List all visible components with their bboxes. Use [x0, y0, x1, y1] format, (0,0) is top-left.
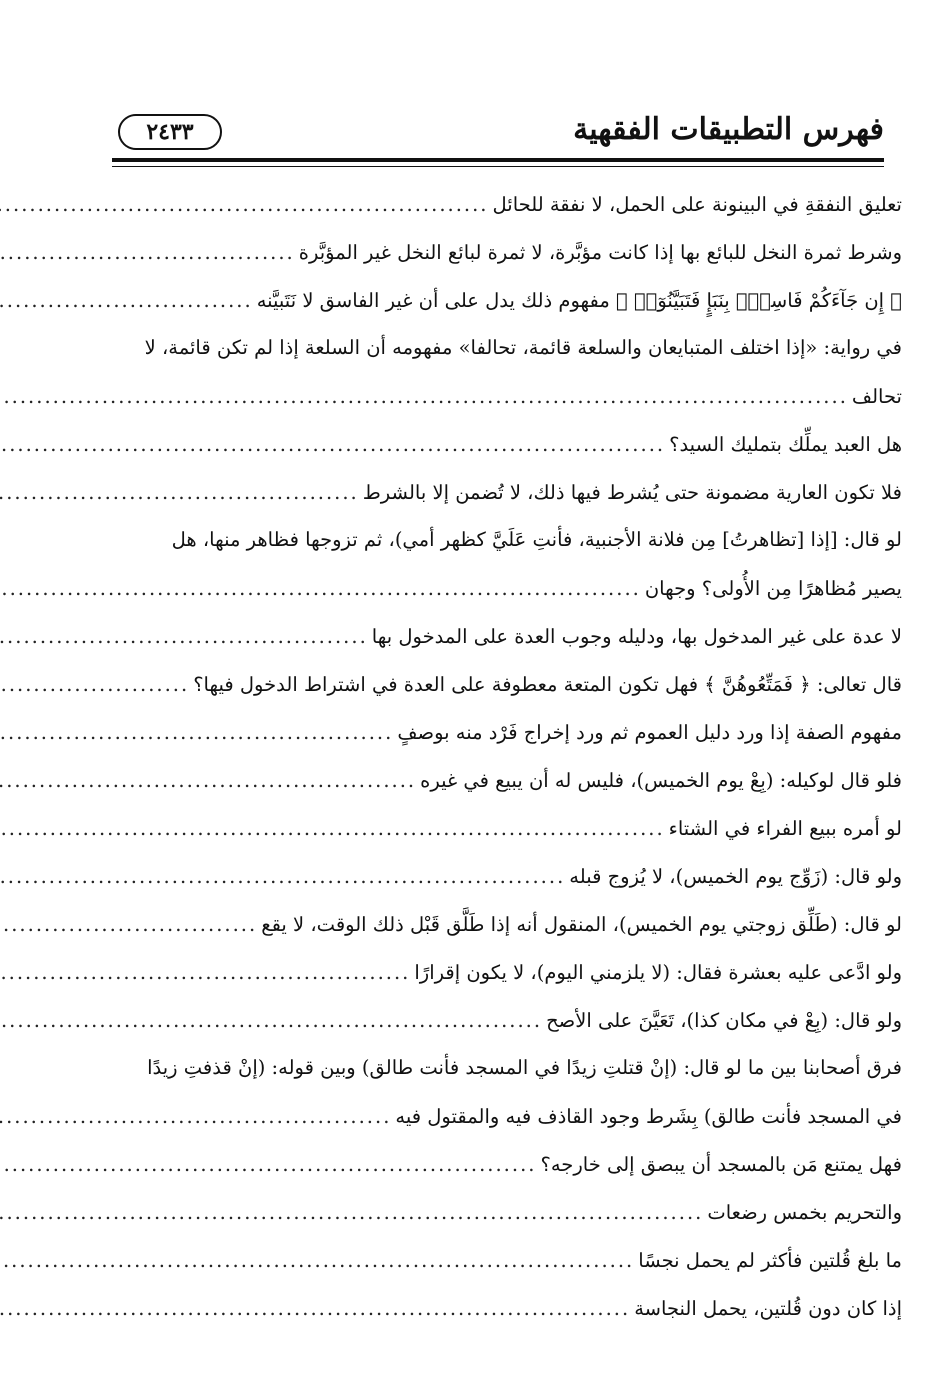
- index-entry: [126, 324, 902, 420]
- entry-row: [126, 228, 902, 276]
- dot-leader: [0, 277, 257, 325]
- index-entry: [126, 420, 902, 468]
- entry-row: [126, 420, 902, 468]
- entry-text: ولو قال: (بِعْ في مكان كذا)، تَعَيَّنَ على الأصح: [546, 1009, 902, 1032]
- entry-row: [126, 612, 902, 660]
- entry-row: [126, 564, 902, 612]
- dot-leader: [0, 757, 420, 805]
- dot-leader: [0, 709, 397, 757]
- entry-row: [126, 708, 902, 756]
- entry-text: هل العبد يملِّك بتمليك السيد؟: [669, 433, 902, 456]
- entry-row: [126, 1188, 902, 1236]
- entry-text: لو قال: (طَلِّق زوجتي يوم الخميس)، المنقول أنه إذا طَلَّق قَبْل ذلك الوقت، لا يقع: [261, 913, 902, 936]
- page-header: [112, 104, 884, 156]
- entry-text: لو قال: [إذا [تظاهرتُ] مِن فلانة الأجنبية، فأنتِ عَلَيَّ كظهر أمي)، ثم تزوجها فظاهر منها، هل: [171, 528, 902, 551]
- dot-leader: [0, 901, 261, 949]
- index-entry: [126, 468, 902, 516]
- entry-text-continuation: تحالف: [851, 385, 902, 408]
- index-entries: [126, 180, 902, 1332]
- page-number-badge: ٢٤٣٣: [118, 114, 222, 150]
- index-entry: [126, 276, 902, 324]
- index-entry: [126, 900, 902, 948]
- dot-leader: [0, 613, 372, 661]
- entry-text: في رواية: «إذا اختلف المتبايعان والسلعة قائمة، تحالفا» مفهومه أن السلعة إذا لم تكن قائمة، لا: [144, 336, 902, 359]
- page-title: فهرس التطبيقات الفقهية: [573, 112, 884, 147]
- entry-row: [126, 1092, 902, 1140]
- entry-text: ولو قال: (زَوِّج يوم الخميس)، لا يُزوج قبله: [569, 865, 902, 888]
- index-entry: [126, 228, 902, 276]
- index-entry: [126, 1284, 902, 1332]
- index-entry: [126, 852, 902, 900]
- entry-text: مفهوم الصفة إذا ورد دليل العموم ثم ورد إخراج فَرْد منه بوصفٍ: [397, 721, 902, 744]
- entry-text: فلو قال لوكيله: (بِعْ يوم الخميس)، فليس له أن يبيع في غيره: [420, 769, 902, 792]
- entry-text: لو أمره ببيع الفراء في الشتاء: [668, 817, 902, 840]
- entry-text: تعليق النفقةِ في البينونة على الحمل، لا نفقة للحائل: [492, 193, 902, 216]
- dot-leader: [0, 997, 546, 1045]
- dot-leader: [0, 1093, 395, 1141]
- entry-text: ما بلغ قُلتين فأكثر لم يحمل نجسًا: [638, 1249, 902, 1272]
- index-entry: [126, 660, 902, 708]
- entry-row: [126, 756, 902, 804]
- dot-leader: [0, 469, 363, 517]
- entry-text: ولو ادَّعى عليه بعشرة فقال: (لا يلزمني اليوم)، لا يكون إقرارًا: [414, 961, 902, 984]
- index-entry: [126, 180, 902, 228]
- entry-text: فهل يمتنع مَن بالمسجد أن يبصق إلى خارجه؟: [540, 1153, 902, 1176]
- index-entry: [126, 612, 902, 660]
- entry-row: [126, 1236, 902, 1284]
- header-rule-thick: [112, 158, 884, 162]
- dot-leader: [0, 1189, 707, 1237]
- entry-row: [126, 852, 902, 900]
- index-entry: [126, 1140, 902, 1188]
- entry-row: [126, 1140, 902, 1188]
- entry-text: والتحريم بخمس رضعات: [707, 1201, 902, 1224]
- entry-row: [126, 276, 902, 324]
- entry-row: [126, 804, 902, 852]
- dot-leader: [0, 853, 569, 901]
- index-entry: [126, 804, 902, 852]
- dot-leader: [0, 229, 299, 277]
- index-entry: [126, 708, 902, 756]
- dot-leader: [0, 1141, 540, 1189]
- index-entry: [126, 1188, 902, 1236]
- index-entry: [126, 516, 902, 612]
- entry-text: وشرط ثمرة النخل للبائع بها إذا كانت مؤبَّرة، لا ثمرة لبائع النخل غير المؤبَّرة: [298, 241, 902, 264]
- dot-leader: [0, 805, 669, 853]
- index-entry: [126, 996, 902, 1044]
- entry-text: لا عدة على غير المدخول بها، ودليله وجوب العدة على المدخول بها: [371, 625, 902, 648]
- entry-text: إذا كان دون قُلتين، يحمل النجاسة: [634, 1297, 902, 1320]
- entry-row: [126, 660, 902, 708]
- entry-text: قال تعالى: ﴿ فَمَتِّعُوهُنَّ ﴾ فهل تكون المتعة معطوفة على العدة في اشتراط الدخول فيها؟: [193, 673, 902, 696]
- entry-row: [126, 900, 902, 948]
- entry-row: [126, 180, 902, 228]
- header-rule-thin: [112, 166, 884, 167]
- entry-row: [126, 372, 902, 420]
- dot-leader: [0, 1285, 634, 1333]
- dot-leader: [0, 421, 669, 469]
- dot-leader: [0, 373, 852, 421]
- entry-row: [126, 468, 902, 516]
- entry-text-continuation: يصير مُظاهرًا مِن الأُولى؟ وجهان: [644, 577, 902, 600]
- entry-row: [126, 1284, 902, 1332]
- entry-text: فرق أصحابنا بين ما لو قال: (إنْ قتلتِ زيدًا في المسجد فأنت طالق) وبين قوله: (إنْ قذفتِ زيدًا: [147, 1056, 902, 1079]
- dot-leader: [0, 1237, 638, 1285]
- entry-text-continuation: في المسجد فأنت طالق) بِشَرط وجود القاذف فيه والمقتول فيه: [395, 1105, 902, 1128]
- entry-row: [126, 996, 902, 1044]
- entry-text: فلا تكون العارية مضمونة حتى يُشرط فيها ذلك، لا تُضمن إلا بالشرط: [362, 481, 902, 504]
- entry-text: ﴿ إِن جَآءَكُمْ فَاسِقُۢ بِنَبَإٍ فَتَبَيَّنُوٓا۟ ﴾ مفهوم ذلك يدل على أن غير الفاسق لا نَتَبيَّنه: [256, 289, 902, 312]
- entry-row: [126, 948, 902, 996]
- index-entry: [126, 756, 902, 804]
- dot-leader: [0, 565, 645, 613]
- dot-leader: [0, 181, 493, 229]
- index-entry: [126, 1044, 902, 1140]
- index-entry: [126, 1236, 902, 1284]
- dot-leader: [0, 661, 193, 709]
- index-entry: [126, 948, 902, 996]
- dot-leader: [0, 949, 414, 997]
